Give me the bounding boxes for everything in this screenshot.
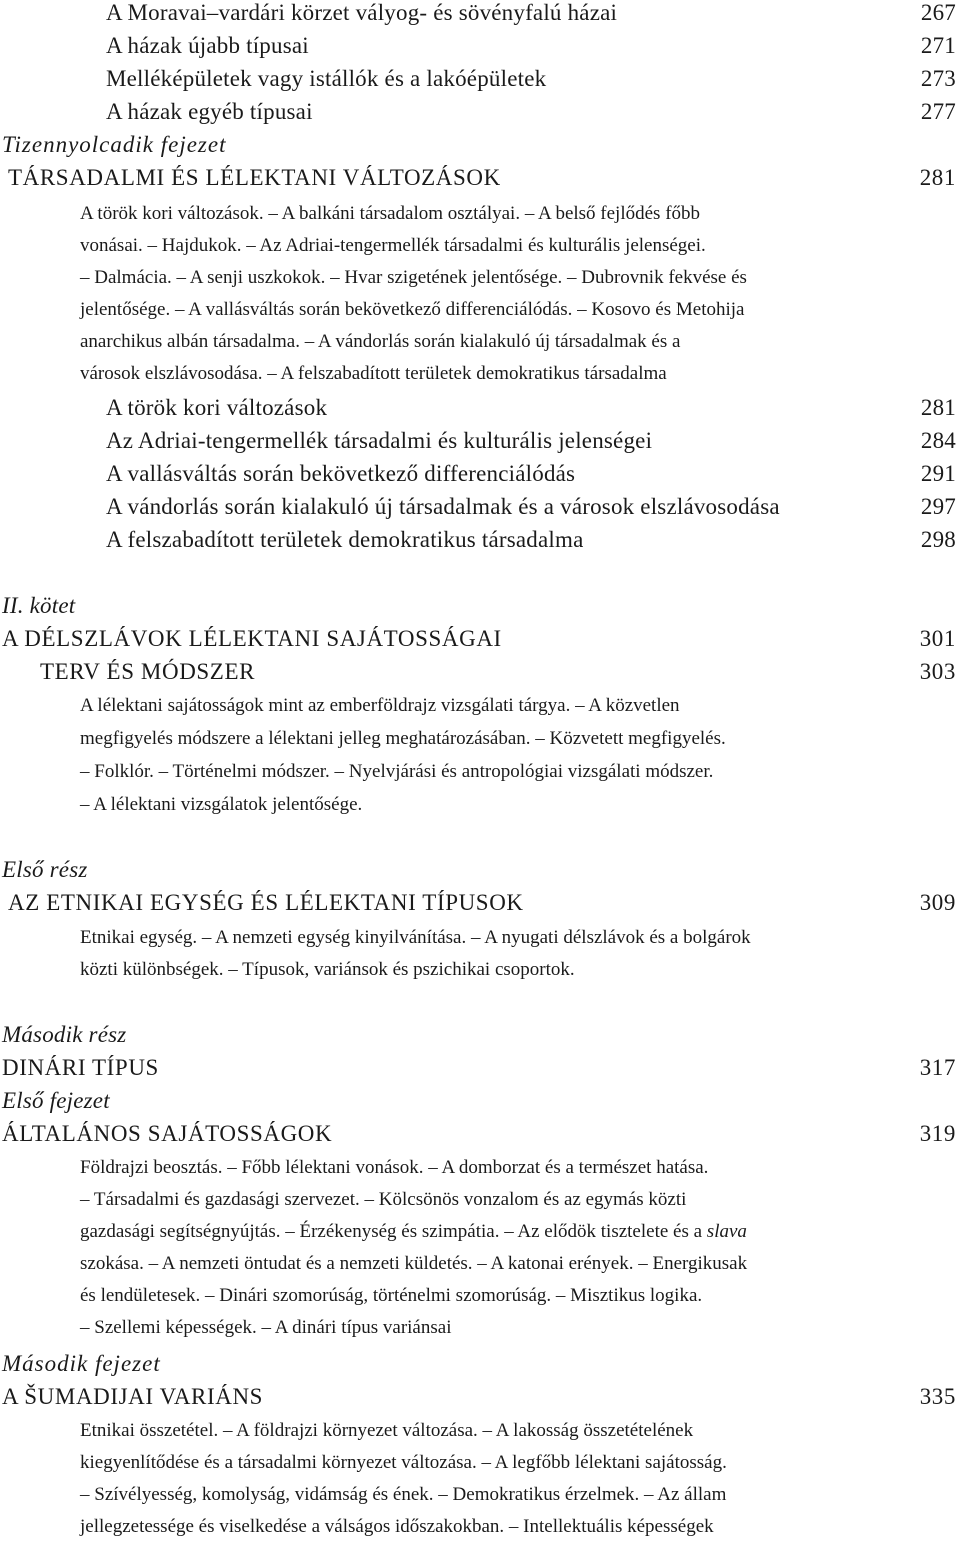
chapter-label-text: Tizennyolcadik fejezet: [2, 132, 227, 157]
entry-title: A házak egyéb típusai: [106, 99, 313, 124]
summary-text: megfigyelés módszere a lélektani jelleg meghatározásában. – Közvetett megfigyelés.: [80, 728, 726, 749]
entry-title: Az Adriai-tengermellék társadalmi és kulturális jelenségei: [106, 428, 653, 453]
entry-page: 284: [920, 428, 956, 453]
part-label-text: Első rész: [2, 857, 88, 882]
summary-text: – Szívélyesség, komolyság, vidámság és ének. – Demokratikus érzelmek. – Az állam: [80, 1484, 727, 1505]
summary-text: – Társadalmi és gazdasági szervezet. – Kölcsönös vonzalom és az egymás közti: [80, 1189, 687, 1210]
summary-text: Etnikai összetétel. – A földrajzi környezet változása. – A lakosság összetételének: [80, 1420, 694, 1441]
heading-title: A DÉLSZLÁVOK LÉLEKTANI SAJÁTOSSÁGAI: [2, 626, 502, 651]
summary-text: – A lélektani vizsgálatok jelentősége.: [80, 794, 363, 815]
summary-text: városok elszlávosodása. – A felszabadított területek demokratikus társadalma: [80, 363, 667, 384]
summary-text: [80, 1221, 747, 1243]
entry-title: A házak újabb típusai: [106, 33, 309, 58]
heading-title: AZ ETNIKAI EGYSÉG ÉS LÉLEKTANI TÍPUSOK: [8, 890, 524, 915]
summary-text: jelentősége. – A vallásváltás során bekövetkező differenciálódás. – Kosovo és Metohija: [80, 299, 745, 320]
summary-text: vonásai. – Hajdukok. – Az Adriai-tengermellék társadalmi és kulturális jelenségei.: [80, 235, 706, 256]
summary-text: Etnikai egység. – A nemzeti egység kinyilvánítása. – A nyugati délszlávok és a bolgárok: [80, 927, 751, 948]
entry-title: A török kori változások: [106, 395, 328, 420]
entry-page: 273: [920, 66, 956, 91]
entry-page: 309: [919, 890, 956, 915]
entry-title: A vallásváltás során bekövetkező differenciálódás: [106, 461, 576, 486]
heading-title: TÁRSADALMI ÉS LÉLEKTANI VÁLTOZÁSOK: [8, 165, 501, 190]
heading-title: TERV ÉS MÓDSZER: [40, 659, 256, 684]
summary-text: A lélektani sajátosságok mint az emberföldrajz vizsgálati tárgya. – A közvetlen: [80, 695, 680, 716]
entry-page: 319: [919, 1121, 956, 1146]
entry-page: 335: [919, 1384, 956, 1409]
entry-title: A felszabadított területek demokratikus társadalma: [106, 527, 584, 552]
entry-page: 271: [920, 33, 956, 58]
summary-text: anarchikus albán társadalma. – A vándorlás során kialakuló új társadalmak és a: [80, 331, 681, 352]
chapter-label-text: Második fejezet: [2, 1351, 161, 1376]
summary-text: közti különbségek. – Típusok, variánsok és pszichikai csoportok.: [80, 959, 575, 980]
entry-page: 303: [919, 659, 956, 684]
summary-text-italic: slava: [706, 1221, 747, 1242]
entry-title: A Moravai–vardári körzet vályog- és sövényfalú házai: [106, 0, 618, 25]
entry-page: 267: [920, 0, 956, 25]
chapter-label-text: Első fejezet: [2, 1088, 110, 1113]
entry-page: 301: [919, 626, 956, 651]
entry-page: 291: [920, 461, 956, 486]
summary-text-main: gazdasági segítségnyújtás. – Érzékenység és szimpátia. – Az elődök tisztelete és a: [80, 1221, 703, 1242]
entry-page: 298: [920, 527, 956, 552]
entry-page: 277: [920, 99, 956, 124]
part-label-text: Második rész: [2, 1022, 127, 1047]
summary-text: kiegyenlítődése és a társadalmi környezet változása. – A legfőbb lélektani sajátosság.: [80, 1452, 727, 1473]
summary-text: Földrajzi beosztás. – Főbb lélektani vonások. – A domborzat és a természet hatása.: [80, 1157, 709, 1178]
heading-title: A ŠUMADIJAI VARIÁNS: [2, 1384, 264, 1409]
summary-text: szokása. – A nemzeti öntudat és a nemzeti küldetés. – A katonai erények. – Energikusak: [80, 1253, 748, 1274]
volume-label-text: II. kötet: [2, 593, 76, 618]
entry-page: 281: [919, 165, 956, 190]
entry-title: Melléképületek vagy istállók és a lakóépületek: [106, 66, 547, 91]
heading-title: DINÁRI TÍPUS: [2, 1055, 159, 1080]
entry-page: 317: [919, 1055, 956, 1080]
summary-text: A török kori változások. – A balkáni társadalom osztályai. – A belső fejlődés főbb: [80, 203, 701, 224]
heading-title: ÁLTALÁNOS SAJÁTOSSÁGOK: [2, 1121, 333, 1146]
entry-page: 297: [920, 494, 956, 519]
summary-text: – Folklór. – Történelmi módszer. – Nyelvjárási és antropológiai vizsgálati módszer.: [80, 761, 714, 782]
summary-text: – Szellemi képességek. – A dinári típus variánsai: [80, 1317, 452, 1338]
summary-text: – Dalmácia. – A senji uszkokok. – Hvar szigetének jelentősége. – Dubrovnik fekvése és: [80, 267, 747, 288]
summary-text: jellegzetessége és viselkedése a válságos időszakokban. – Intellektuális képességek: [80, 1516, 714, 1537]
summary-text: és lendületesek. – Dinári szomorúság, történelmi szomorúság. – Misztikus logika.: [80, 1285, 703, 1306]
entry-page: 281: [920, 395, 956, 420]
entry-title: A vándorlás során kialakuló új társadalmak és a városok elszlávosodása: [106, 494, 780, 519]
